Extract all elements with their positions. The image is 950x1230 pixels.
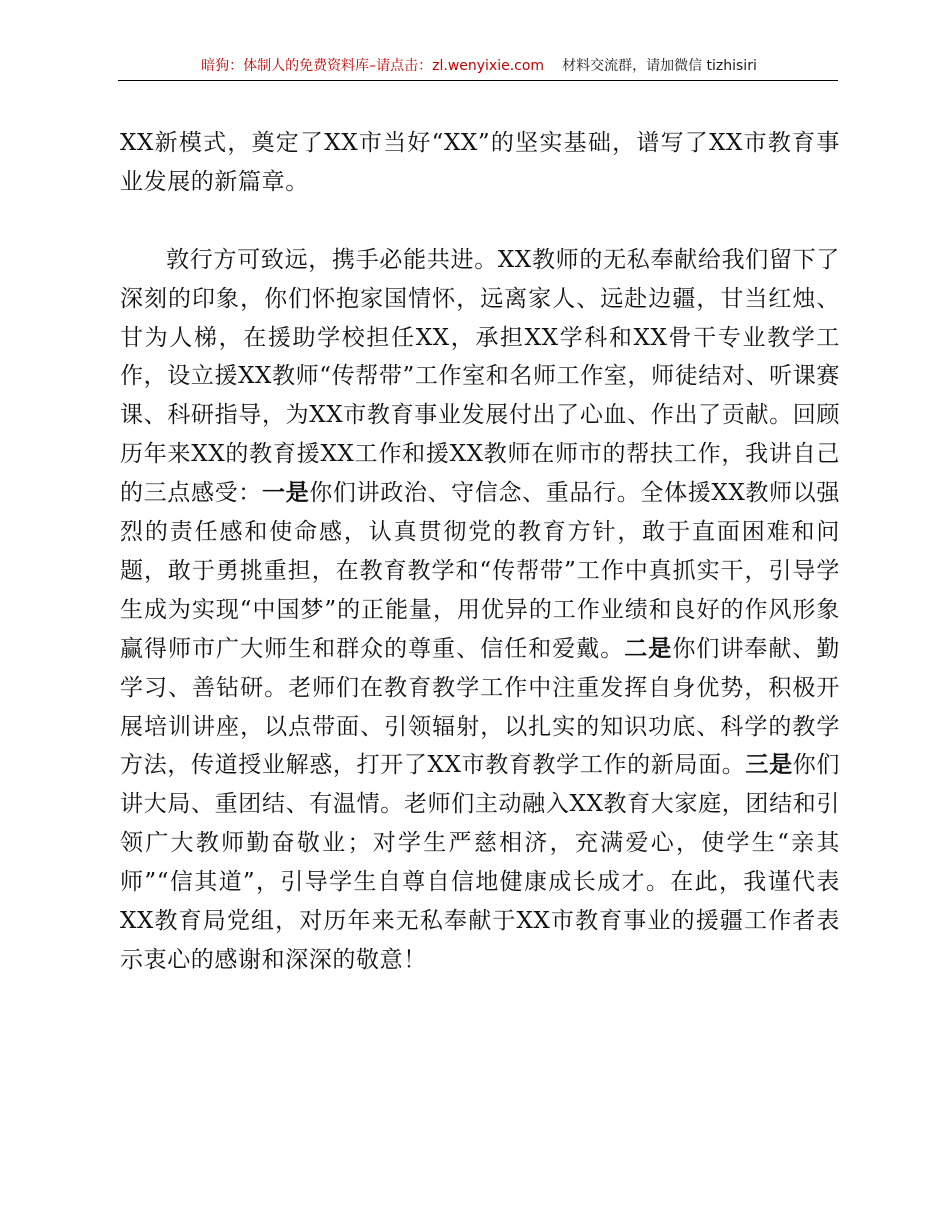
point-3-text: 你们讲大局、重团结、有温情。老师们主动融入XX教育大家庭，团结和引领广大教师勤奋敬业；对学生严慈相济，充满爱心，使学生“亲其师”“信其道”，引导学生自尊自信地健康成长成才。在此，我谨代表XX教育局党组，对历年来无私奉献于XX市教育事业的援疆工作者表示衷心的感谢和深深的敬意！ (120, 752, 841, 974)
point-3-label: 三是 (745, 751, 793, 779)
paragraph-2-intro: 敦行方可致远，携手必能共进。XX教师的无私奉献给我们留下了深刻的印象，你们怀抱家国情怀，远离家人、远赴边疆，甘当红烛、甘为人梯，在援助学校担任XX，承担XX学科和XX骨干专业教学工作，设立援XX教师“传帮带”工作室和名师工作室，师徒结对、听课赛课、科研指导，为XX市教育事业发展付出了心血、作出了贡献。回顾历年来XX的教育援XX工作和援XX教师在师市的帮扶工作，我讲自己的三点感受： (120, 246, 840, 507)
point-1-text: 你们讲政治、守信念、重品行。全体援XX教师以强烈的责任感和使命感，认真贯彻党的教育方针，敢于直面困难和问题，敢于勇挑重担，在教育教学和“传帮带”工作中真抓实干，引导学生成为实现“中国梦”的正能量，用优异的工作业绩和良好的作风形象赢得师市广大师生和群众的尊重、信任和爱戴。 (120, 480, 840, 662)
document-body (120, 124, 840, 980)
header-click-prompt[interactable]: –请点击：zl.wenyixie.com (369, 58, 545, 74)
header-divider (118, 80, 838, 81)
paragraph-2 (120, 241, 840, 980)
page-header (120, 56, 838, 80)
point-2-text: 你们讲奉献、勤学习、善钻研。老师们在教育教学工作中注重发挥自身优势，积极开展培训讲座，以点带面、引领辐射，以扎实的知识功底、科学的教学方法，传道授业解惑，打开了XX市教育教学工作的新局面。 (120, 635, 840, 779)
point-1-label: 一是 (261, 479, 310, 507)
point-2-label: 二是 (624, 634, 673, 662)
header-group-note: 材料交流群，请加微信 tizhisiri (562, 58, 757, 74)
header-site-name: 暗狗：体制人的免费资料库 (201, 58, 370, 74)
paragraph-1-text: XX新模式，奠定了XX市当好“XX”的坚实基础，谱写了XX市教育事业发展的新篇章。 (120, 130, 840, 195)
paragraph-1 (120, 124, 840, 202)
